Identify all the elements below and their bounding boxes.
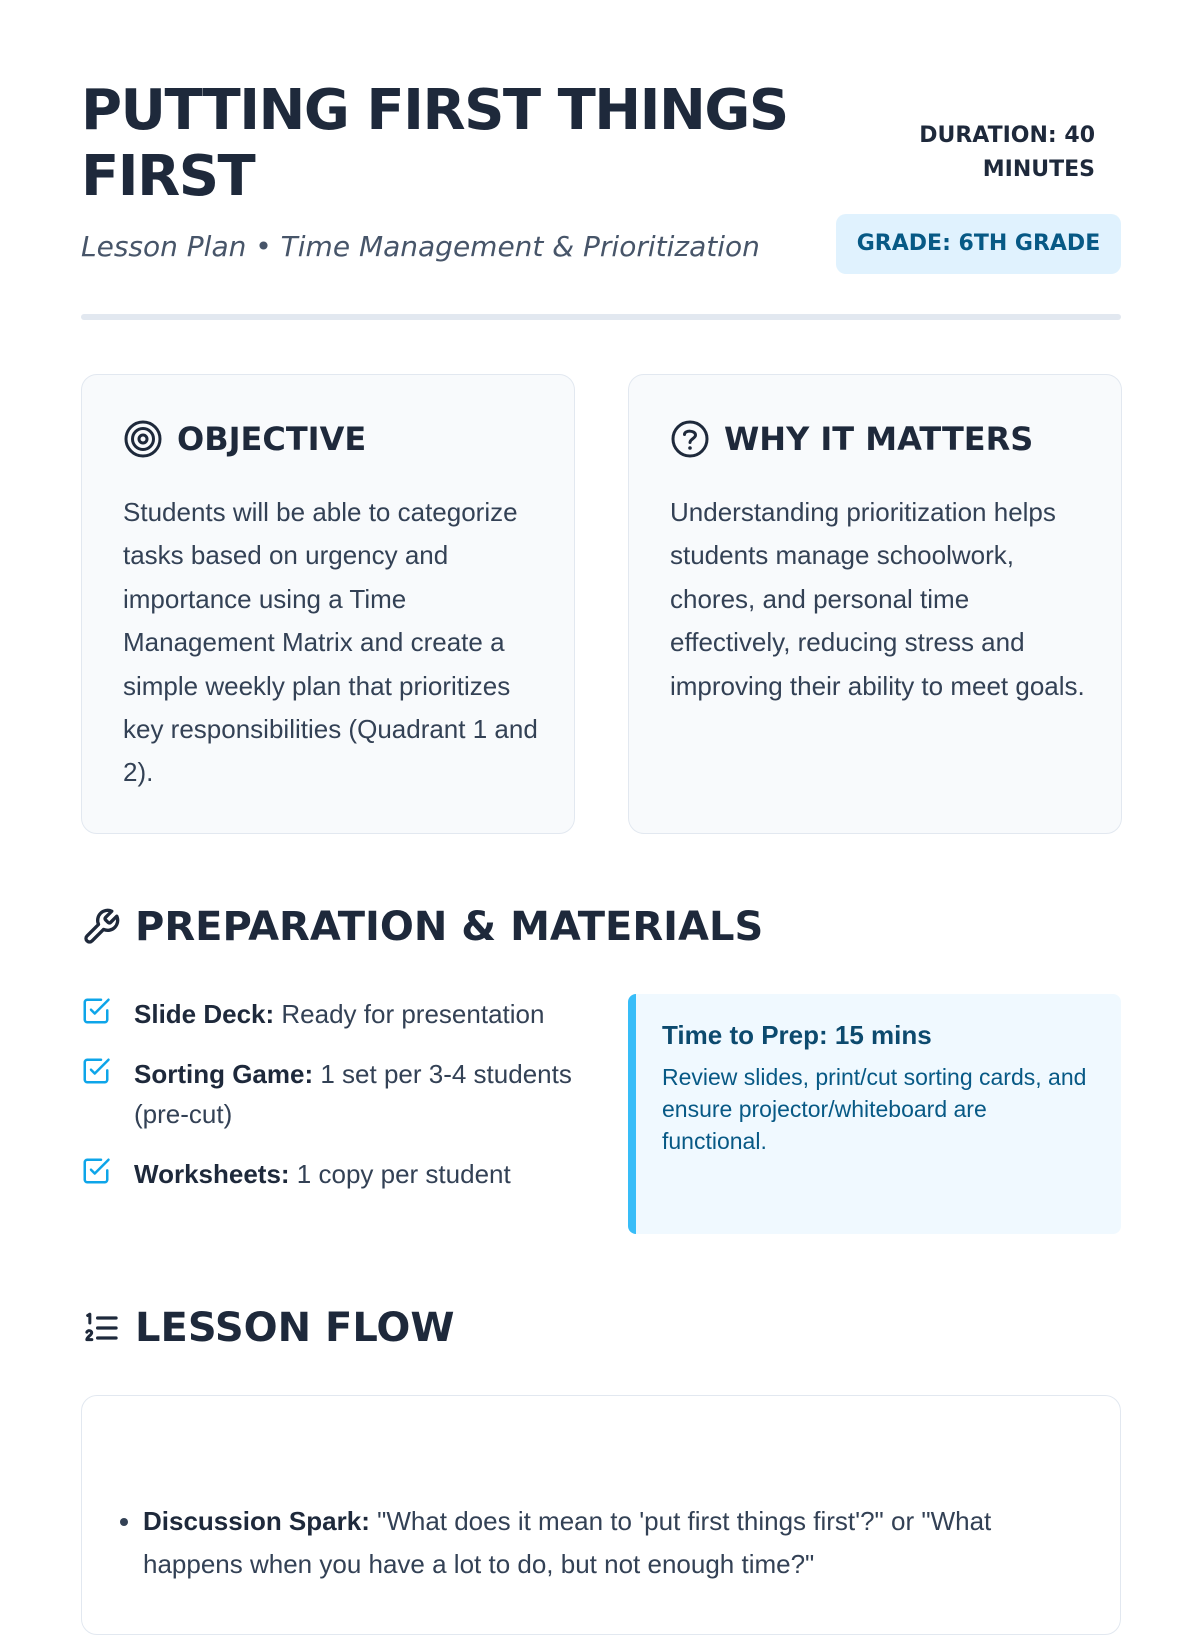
numbered-list-icon [81, 1308, 121, 1348]
prep-time-callout [628, 994, 1121, 1234]
prep-time-title: Time to Prep: 15 mins [662, 1020, 932, 1050]
objective-heading: OBJECTIVE [177, 420, 367, 458]
lesson-flow-heading: LESSON FLOW [135, 1305, 455, 1351]
grade-badge: GRADE: 6TH GRADE [836, 214, 1121, 274]
question-circle-icon [670, 419, 710, 459]
checkbox-checked-icon [81, 1056, 111, 1086]
objective-header [123, 419, 366, 459]
page-title: PUTTING FIRST THINGS FIRST [81, 78, 788, 209]
objective-text: Students will be able to categorize tasks based on urgency and importance using a Time Management Matrix and create a simple weekly plan that prioritizes key responsibilities (Quadrant 1 and 2). [123, 497, 538, 788]
why-it-matters-heading: WHY IT MATTERS [724, 420, 1034, 458]
page-subtitle: Lesson Plan • Time Management & Prioritization [81, 230, 760, 263]
lesson-header [81, 0, 1121, 320]
lesson-plan-page [81, 0, 1121, 1579]
material-detail: 1 set per 3-4 students (pre-cut) [134, 1059, 572, 1129]
header-divider [81, 314, 1121, 320]
duration-label: DURATION: 40 MINUTES [919, 123, 1095, 182]
why-it-matters-text: Understanding prioritization helps students manage schoolwork, chores, and personal time effectively, reducing stress and improving their ability to meet goals. [670, 497, 1085, 701]
preparation-header [81, 904, 763, 950]
material-detail: Ready for presentation [274, 999, 545, 1029]
material-item [81, 1154, 581, 1194]
lesson-flow-list [143, 1500, 1093, 1586]
checkbox-checked-icon [81, 996, 111, 1026]
lesson-flow-header [81, 1305, 455, 1351]
objective-card [81, 374, 575, 834]
prep-time-text: Review slides, print/cut sorting cards, and ensure projector/whiteboard are functional. [662, 1064, 1087, 1154]
checkbox-checked-icon [81, 1156, 111, 1186]
material-detail: 1 copy per student [289, 1159, 511, 1189]
flow-item-name: Discussion Spark: [143, 1506, 370, 1536]
why-it-matters-header [670, 419, 1033, 459]
material-name: Sorting Game: [134, 1059, 314, 1089]
materials-list [81, 994, 581, 1214]
list-item [143, 1500, 1093, 1586]
material-item [81, 1054, 581, 1134]
flow-item-detail: "What does it mean to 'put first things first'?" or "What happens when you have a lot to do, but not enough time?" [143, 1506, 992, 1579]
wrench-icon [81, 907, 121, 947]
material-name: Slide Deck: [134, 999, 275, 1029]
lesson-flow-card [81, 1395, 1121, 1635]
why-it-matters-card [628, 374, 1122, 834]
material-item [81, 994, 581, 1034]
material-name: Worksheets: [134, 1159, 290, 1189]
preparation-heading: PREPARATION & MATERIALS [135, 904, 764, 950]
target-icon [123, 419, 163, 459]
